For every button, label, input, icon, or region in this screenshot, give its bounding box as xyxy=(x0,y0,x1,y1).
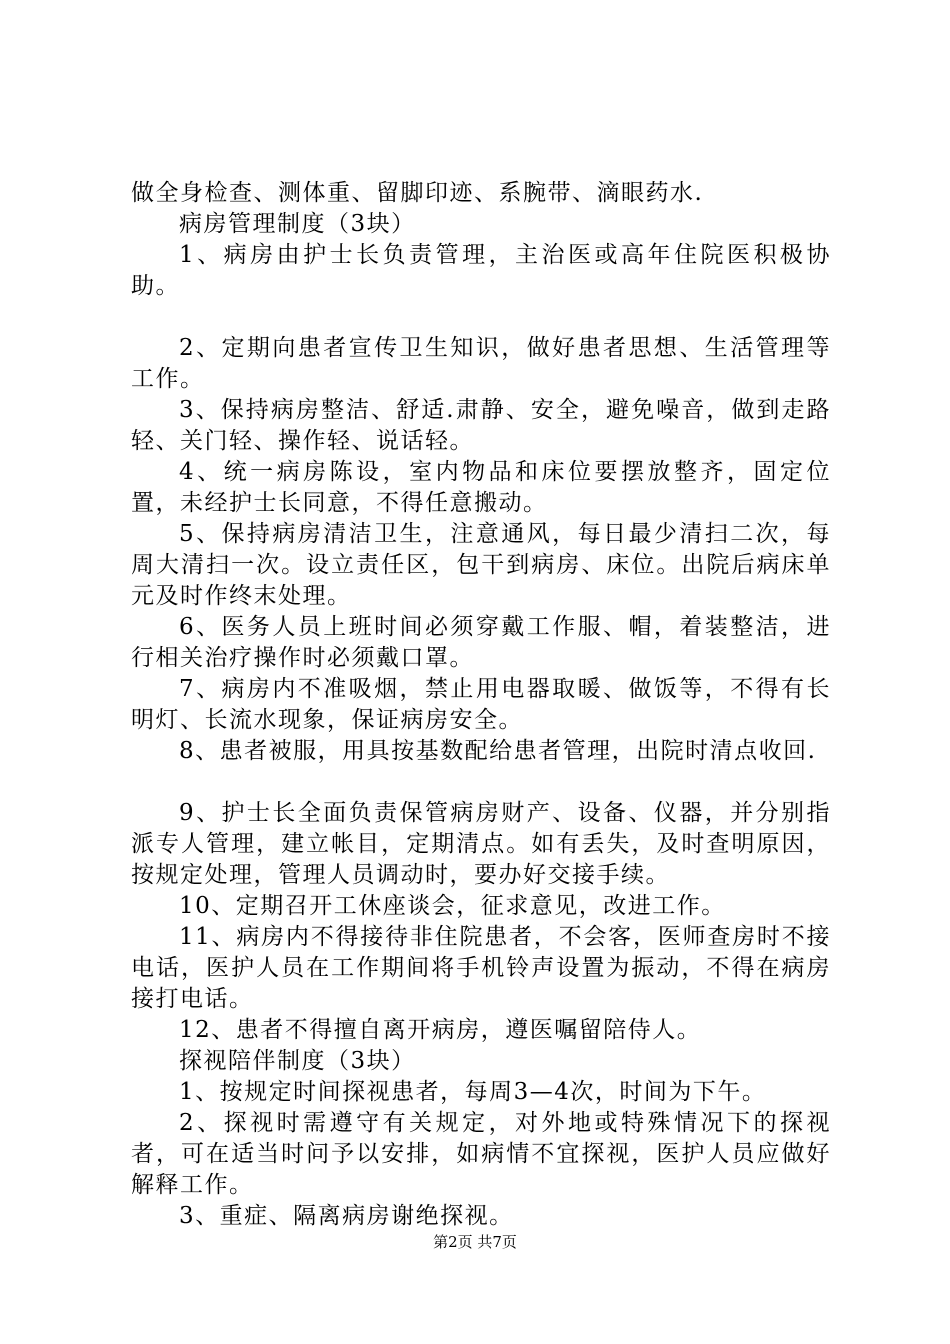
paragraph-intro-continuation: 做全身检查、测体重、留脚印迹、系腕带、滴眼药水. xyxy=(131,180,704,206)
ward-rule-10: 10、定期召开工休座谈会，征求意见，改进工作。 xyxy=(179,893,726,919)
ward-rule-2: 2、定期向患者宣传卫生知识，做好患者思想、生活管理等工作。 xyxy=(131,335,831,392)
visit-rule-3: 3、重症、隔离病房谢绝探视。 xyxy=(179,1203,514,1229)
ward-rule-9: 9、护士长全面负责保管病房财产、设备、仪器，并分别指派专人管理，建立帐目，定期清点。如有丢失，及时查明原因，按规定处理，管理人员调动时，要办好交接手续。 xyxy=(131,800,831,888)
document-body xyxy=(131,178,831,1232)
ward-rule-3: 3、保持病房整洁、舒适.肃静、安全，避免噪音，做到走路轻、关门轻、操作轻、说话轻。 xyxy=(131,397,831,454)
section-heading-ward-management: 病房管理制度（3块） xyxy=(179,211,416,237)
ward-rule-5: 5、保持病房清洁卫生，注意通风，每日最少清扫二次，每周大清扫一次。设立责任区，包干到病房、床位。出院后病床单元及时作终末处理。 xyxy=(131,521,831,609)
ward-rule-7: 7、病房内不准吸烟，禁止用电器取暖、做饭等，不得有长明灯、长流水现象，保证病房安全。 xyxy=(131,676,831,733)
ward-rule-6: 6、医务人员上班时间必须穿戴工作服、帽，着装整洁，进行相关治疗操作时必须戴口罩。 xyxy=(131,614,831,671)
ward-rule-1: 1、病房由护士长负责管理，主治医或高年住院医积极协助。 xyxy=(131,242,831,299)
ward-rule-8: 8、患者被服，用具按基数配给患者管理，出院时清点收回. xyxy=(179,738,817,764)
visit-rule-2: 2、探视时需遵守有关规定，对外地或特殊情况下的探视者，可在适当时问予以安排，如病情不宜探视，医护人员应做好解释工作。 xyxy=(131,1110,831,1198)
section-heading-visiting: 探视陪伴制度（3块） xyxy=(179,1048,416,1074)
ward-rule-12: 12、患者不得擅自离开病房，遵医嘱留陪侍人。 xyxy=(179,1017,702,1043)
ward-rule-11: 11、病房内不得接待非住院患者，不会客，医师查房时不接电话，医护人员在工作期间将手机铃声设置为振动，不得在病房接打电话。 xyxy=(131,924,831,1012)
ward-rule-4: 4、统一病房陈设，室内物品和床位要摆放整齐，固定位置，未经护士长同意，不得任意搬动。 xyxy=(131,459,831,516)
page-footer: 第2页 共7页 xyxy=(433,1233,517,1251)
visit-rule-1: 1、按规定时间探视患者，每周3—4次，时间为下午。 xyxy=(179,1079,767,1105)
